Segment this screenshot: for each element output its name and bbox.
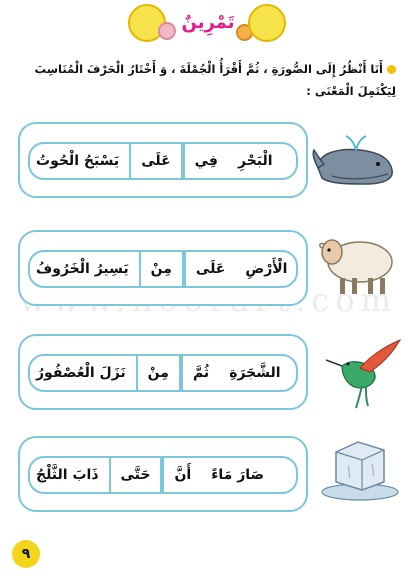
page-title: تَمْرِينٌ [181,12,235,33]
sentence-phrase: نَزَلَ الْعُصْفُورُ [36,365,126,381]
option-choice[interactable]: عَلَى [184,252,235,286]
option-choice[interactable]: ثُمَّ [181,356,219,390]
option-choice[interactable]: حَتَّى [109,458,163,492]
bird-icon [320,332,404,410]
ice-cube-icon [318,430,402,502]
bullet-icon [387,65,396,74]
option-choice[interactable]: فِي [183,144,228,178]
instruction-text: أَنَا أَنْظُرُ إِلَى الصُّورَةِ ، ثُمَّ أَقْرَأُ الْجُمْلَةَ ، وَ أَخْتَارُ الْحَرْفَ الْمُنَاسِبَ لِيَكْتَمِلَ الْمَعْنَى : [34,62,396,98]
exercise-row-1 [18,122,308,198]
option-choice[interactable]: مِنْ [136,356,181,390]
sheep-icon [316,226,402,300]
sentence-strip [28,456,298,494]
exercise-row-3 [18,334,308,410]
exercise-row-4 [18,436,308,512]
whale-icon [312,130,400,190]
sentence-phrase: ذَابَ الثَّلْجُ [36,467,99,483]
sentence-ending: الشَّجَرَةِ [229,365,281,381]
sentence-ending: الْبَحْرِ [237,153,273,169]
sentence-strip [28,142,298,180]
option-choice[interactable]: عَلَى [129,144,182,178]
sentence-phrase: يَسِيرُ الْخَرُوفُ [36,261,129,277]
sentence-ending: صَارَ مَاءً [211,467,265,483]
sentence-phrase: يَسْبَحُ الْحُوتُ [36,153,120,169]
sentence-strip [28,250,298,288]
page-number: ٩ [12,540,40,568]
sentence-strip [28,354,298,392]
option-choice[interactable]: مِنْ [139,252,184,286]
option-choice[interactable]: أَنَّ [162,458,201,492]
sentence-ending: الْأَرْضِ [245,261,288,277]
exercise-row-2 [18,230,308,306]
